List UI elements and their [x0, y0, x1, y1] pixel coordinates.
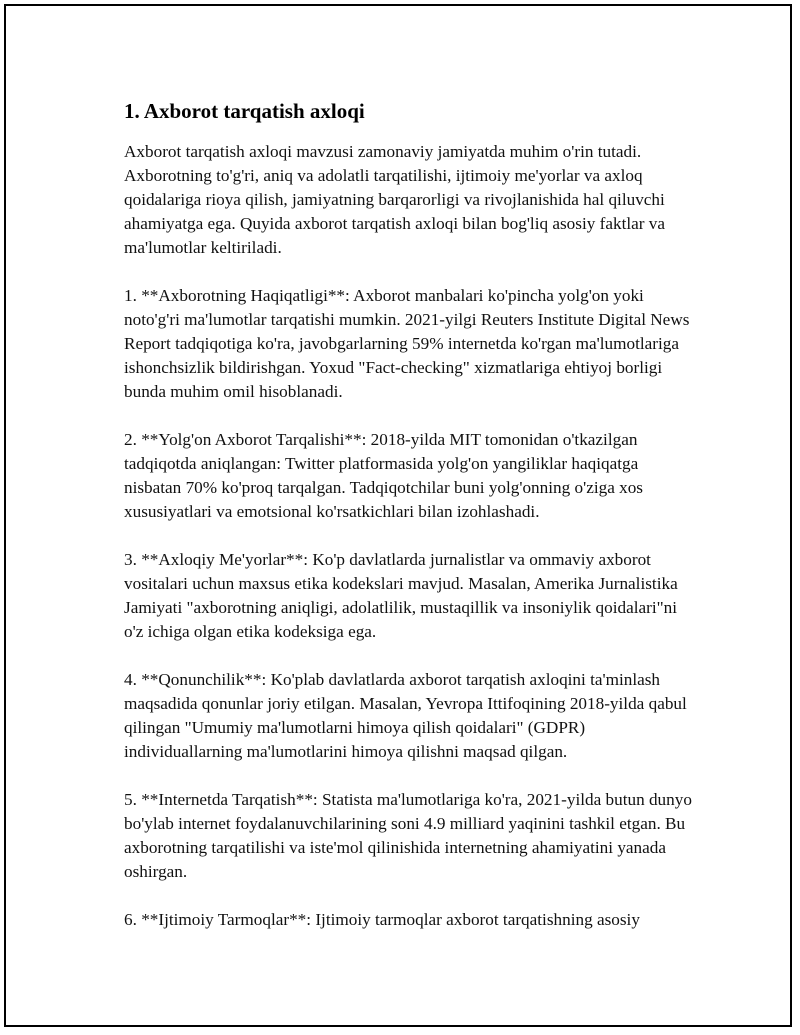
fact-paragraph-2: 2. **Yolg'on Axborot Tarqalishi**: 2018-yilda MIT tomonidan o'tkazilgan tadqiqotda aniqlangan: Twitter platformasida yolg'on yangiliklar haqiqatga nisbatan 70% ko'proq tarqalgan. Tadqiqotchilar buni yolg'onning o'ziga xos xususiyatlari va emotsional ko'rsatkichlari bilan izohlashadi. [124, 430, 643, 521]
document-body [124, 98, 694, 956]
fact-paragraph-6: 6. **Ijtimoiy Tarmoqlar**: Ijtimoiy tarmoqlar axborot tarqatishning asosiy [124, 910, 640, 929]
fact-paragraph-1: 1. **Axborotning Haqiqatligi**: Axborot manbalari ko'pincha yolg'on yoki noto'g'ri ma'lumotlar tarqatishi mumkin. 2021-yilgi Reuters Institute Digital News Report tadqiqotiga ko'ra, javobgarlarning 59% internetda ko'rgan ma'lumotlariga ishonchsizlik bildirishgan. Yoxud "Fact-checking" xizmatlariga ehtiyoj borligi bunda muhim omil hisoblanadi. [124, 286, 690, 401]
section-heading: 1. Axborot tarqatish axloqi [124, 99, 365, 123]
intro-paragraph: Axborot tarqatish axloqi mavzusi zamonaviy jamiyatda muhim o'rin tutadi. Axborotning to'g'ri, aniq va adolatli tarqatilishi, ijtimoiy me'yorlar va axloq qoidalariga rioya qilish, jamiyatning barqarorligi va rivojlanishida hal qiluvchi ahamiyatga ega. Quyida axborot tarqatish axloqi bilan bog'liq asosiy faktlar va ma'lumotlar keltiriladi. [124, 142, 666, 257]
fact-paragraph-3: 3. **Axloqiy Me'yorlar**: Ko'p davlatlarda jurnalistlar va ommaviy axborot vositalari uchun maxsus etika kodekslari mavjud. Masalan, Amerika Jurnalistika Jamiyati "axborotning aniqligi, adolatlilik, mustaqillik va insoniylik qoidalari"ni o'z ichiga olgan etika kodeksiga ega. [124, 550, 678, 641]
page-frame [4, 4, 792, 1027]
fact-paragraph-4: 4. **Qonunchilik**: Ko'plab davlatlarda axborot tarqatish axloqini ta'minlash maqsadida qonunlar joriy etilgan. Masalan, Yevropa Ittifoqining 2018-yilda qabul qilingan "Umumiy ma'lumotlarni himoya qilish qoidalari" (GDPR) individuallarning ma'lumotlarini himoya qilishni maqsad qilgan. [124, 670, 687, 761]
fact-paragraph-5: 5. **Internetda Tarqatish**: Statista ma'lumotlariga ko'ra, 2021-yilda butun dunyo bo'ylab internet foydalanuvchilarining soni 4.9 milliard yaqinini tashkil etgan. Bu axborotning tarqatilishi va iste'mol qilinishida internetning ahamiyatini yanada oshirgan. [124, 790, 692, 881]
